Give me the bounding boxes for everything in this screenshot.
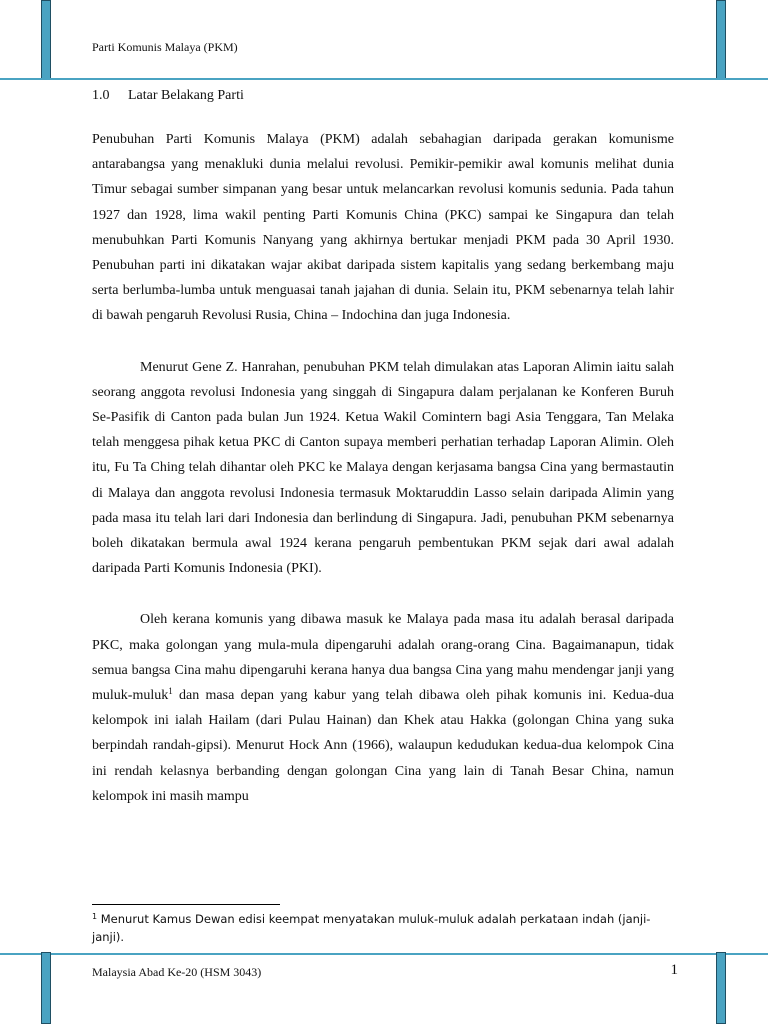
running-footer: Malaysia Abad Ke-20 (HSM 3043) xyxy=(92,965,262,979)
footer-rule xyxy=(0,953,768,955)
decorative-bar-bottom-right xyxy=(716,952,726,1024)
section-title: Latar Belakang Parti xyxy=(128,88,244,103)
paragraph-1: Penubuhan Parti Komunis Malaya (PKM) adalah sebahagian daripada gerakan komunisme antarabangsa yang menakluki dunia melalui revolusi. Pemikir-pemikir awal komunis melihat dunia Timur sebagai sumber simpanan yang besar untuk melancarkan revolusi komunis sedunia. Pada tahun 1927 dan 1928, lima wakil penting Parti Komunis China (PKC) sampai ke Singapura dan telah menubuhkan Parti Komunis Nanyang yang akhirnya bertukar menjadi PKM pada 30 April 1930. Penubuhan parti ini dikatakan wajar akibat daripada sistem kapitalis yang sedang berkembang maju serta berlumba-lumba untuk menguasai tanah jajahan di dunia. Selain itu, PKM sebenarnya telah lahir di bawah pengaruh Revolusi Rusia, China – Indochina dan juga Indonesia. xyxy=(92,132,674,324)
running-header: Parti Komunis Malaya (PKM) xyxy=(92,40,238,54)
paragraph-3 xyxy=(92,607,674,809)
footnote-separator xyxy=(92,904,280,905)
footnote xyxy=(92,910,672,946)
decorative-bar-top-right xyxy=(716,0,726,80)
decorative-bar-bottom-left xyxy=(41,952,51,1024)
header-rule xyxy=(0,78,768,80)
footnote-reference[interactable]: 1 xyxy=(168,686,173,697)
footnote-marker: 1 xyxy=(92,912,98,921)
body-text xyxy=(92,127,674,809)
paragraph-3-text-a: Oleh kerana komunis yang dibawa masuk ke Malaya pada masa itu adalah berasal daripada PKC, maka golongan yang mula-mula dipengaruhi adalah orang-orang Cina. Bagaimanapun, tidak semua bangsa Cina mahu dipengaruhi kerana hanya dua bangsa Cina yang mahu mendengar janji yang muluk-muluk xyxy=(92,612,674,704)
paragraph-3-text-b: dan masa depan yang kabur yang telah dibawa oleh pihak komunis ini. Kedua-dua kelompok ini ialah Hailam (dari Pulau Hainan) dan Khek atau Hakka (golongan China yang suka berpindah randah-gipsi). Menurut Hock Ann (1966), walaupun kedudukan kedua-dua kelompok Cina ini rendah kelasnya berbanding dengan golongan Cina yang lain di Tanah Besar China, namun kelompok ini masih mampu xyxy=(92,688,674,804)
decorative-bar-top-left xyxy=(41,0,51,80)
footnote-text: Menurut Kamus Dewan edisi keempat menyatakan muluk-muluk adalah perkataan indah (janji-janji). xyxy=(92,912,651,944)
section-number: 1.0 xyxy=(92,88,110,103)
section-heading xyxy=(92,88,244,104)
page-number: 1 xyxy=(670,962,678,978)
paragraph-2: Menurut Gene Z. Hanrahan, penubuhan PKM telah dimulakan atas Laporan Alimin iaitu salah seorang anggota revolusi Indonesia yang singgah di Singapura dalam perjalanan ke Konferen Buruh Se-Pasifik di Canton pada bulan Jun 1924. Ketua Wakil Comintern bagi Asia Tenggara, Tan Melaka telah menggesa pihak ketua PKC di Canton supaya memberi perhatian terhadap Laporan Alimin. Oleh itu, Fu Ta Ching telah dihantar oleh PKC ke Malaya dengan kerjasama bangsa Cina yang bermastautin di Malaya dan anggota revolusi Indonesia termasuk Moktaruddin Lasso selain daripada Alimin yang pada masa itu telah lari dari Indonesia dan berlindung di Singapura. Jadi, penubuhan PKM sebenarnya boleh dikatakan bermula awal 1924 kerana pengaruh pembentukan PKM sejak dari awal adalah daripada Parti Komunis Indonesia (PKI). xyxy=(92,359,674,577)
